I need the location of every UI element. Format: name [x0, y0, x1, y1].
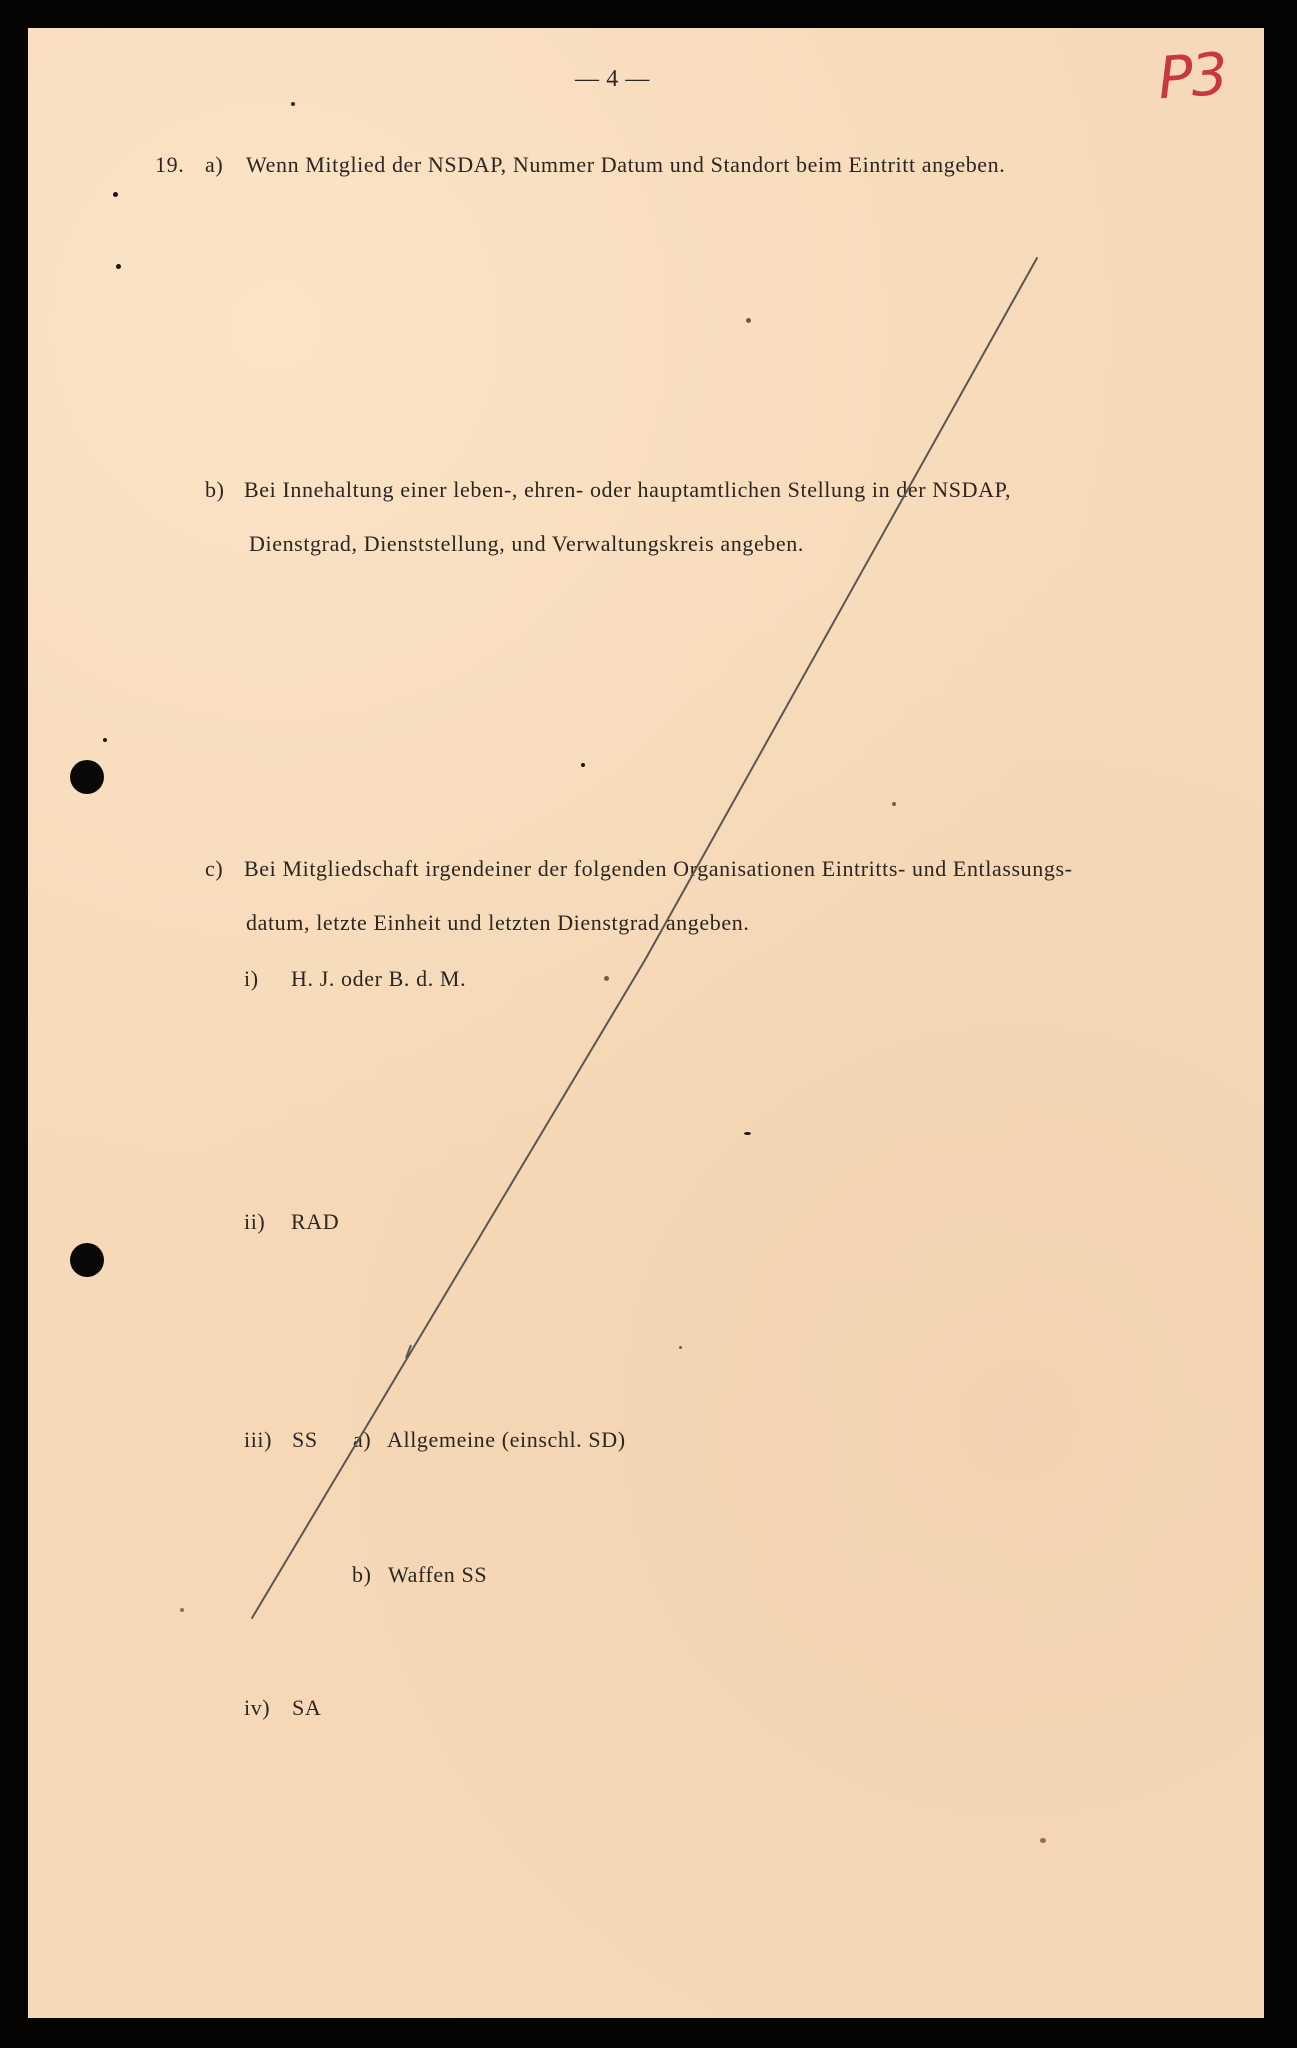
question-a-label: a) — [205, 152, 224, 177]
item-i-text: H. J. oder B. d. M. — [291, 966, 467, 991]
item-ii-text: RAD — [291, 1209, 340, 1234]
question-c-label: c) — [205, 856, 224, 881]
question-number: 19. — [155, 152, 185, 177]
question-b-label: b) — [205, 477, 225, 502]
item-iii-sub-a-label: a) — [353, 1427, 372, 1452]
item-iii-sub-a-text: Allgemeine (einschl. SD) — [387, 1427, 626, 1452]
item-iv-text: SA — [292, 1695, 322, 1720]
question-b-line2: Dienstgrad, Dienststellung, und Verwaltungskreis angeben. — [249, 531, 804, 556]
question-c-line1: Bei Mitgliedschaft irgendeiner der folgenden Organisationen Eintritts- und Entlassungs- — [244, 856, 1073, 881]
archive-mark-p3: P3 — [1155, 39, 1229, 113]
item-ii-label: ii) — [244, 1209, 266, 1234]
item-iii-sub-b-text: Waffen SS — [388, 1562, 488, 1587]
question-c-line2: datum, letzte Einheit und letzten Dienstgrad angeben. — [246, 910, 750, 935]
question-a-text: Wenn Mitglied der NSDAP, Nummer Datum und Standort beim Eintritt angeben. — [246, 152, 1006, 177]
item-iii-sub-b-label: b) — [352, 1562, 372, 1587]
item-i-label: i) — [244, 966, 259, 991]
item-iii-text: SS — [292, 1427, 318, 1452]
question-b-line1: Bei Innehaltung einer leben-, ehren- oder hauptamtlichen Stellung in der NSDAP, — [244, 477, 1012, 502]
item-iv-label: iv) — [244, 1695, 271, 1720]
item-iii-label: iii) — [244, 1427, 273, 1452]
page-number: — 4 — — [575, 66, 650, 92]
